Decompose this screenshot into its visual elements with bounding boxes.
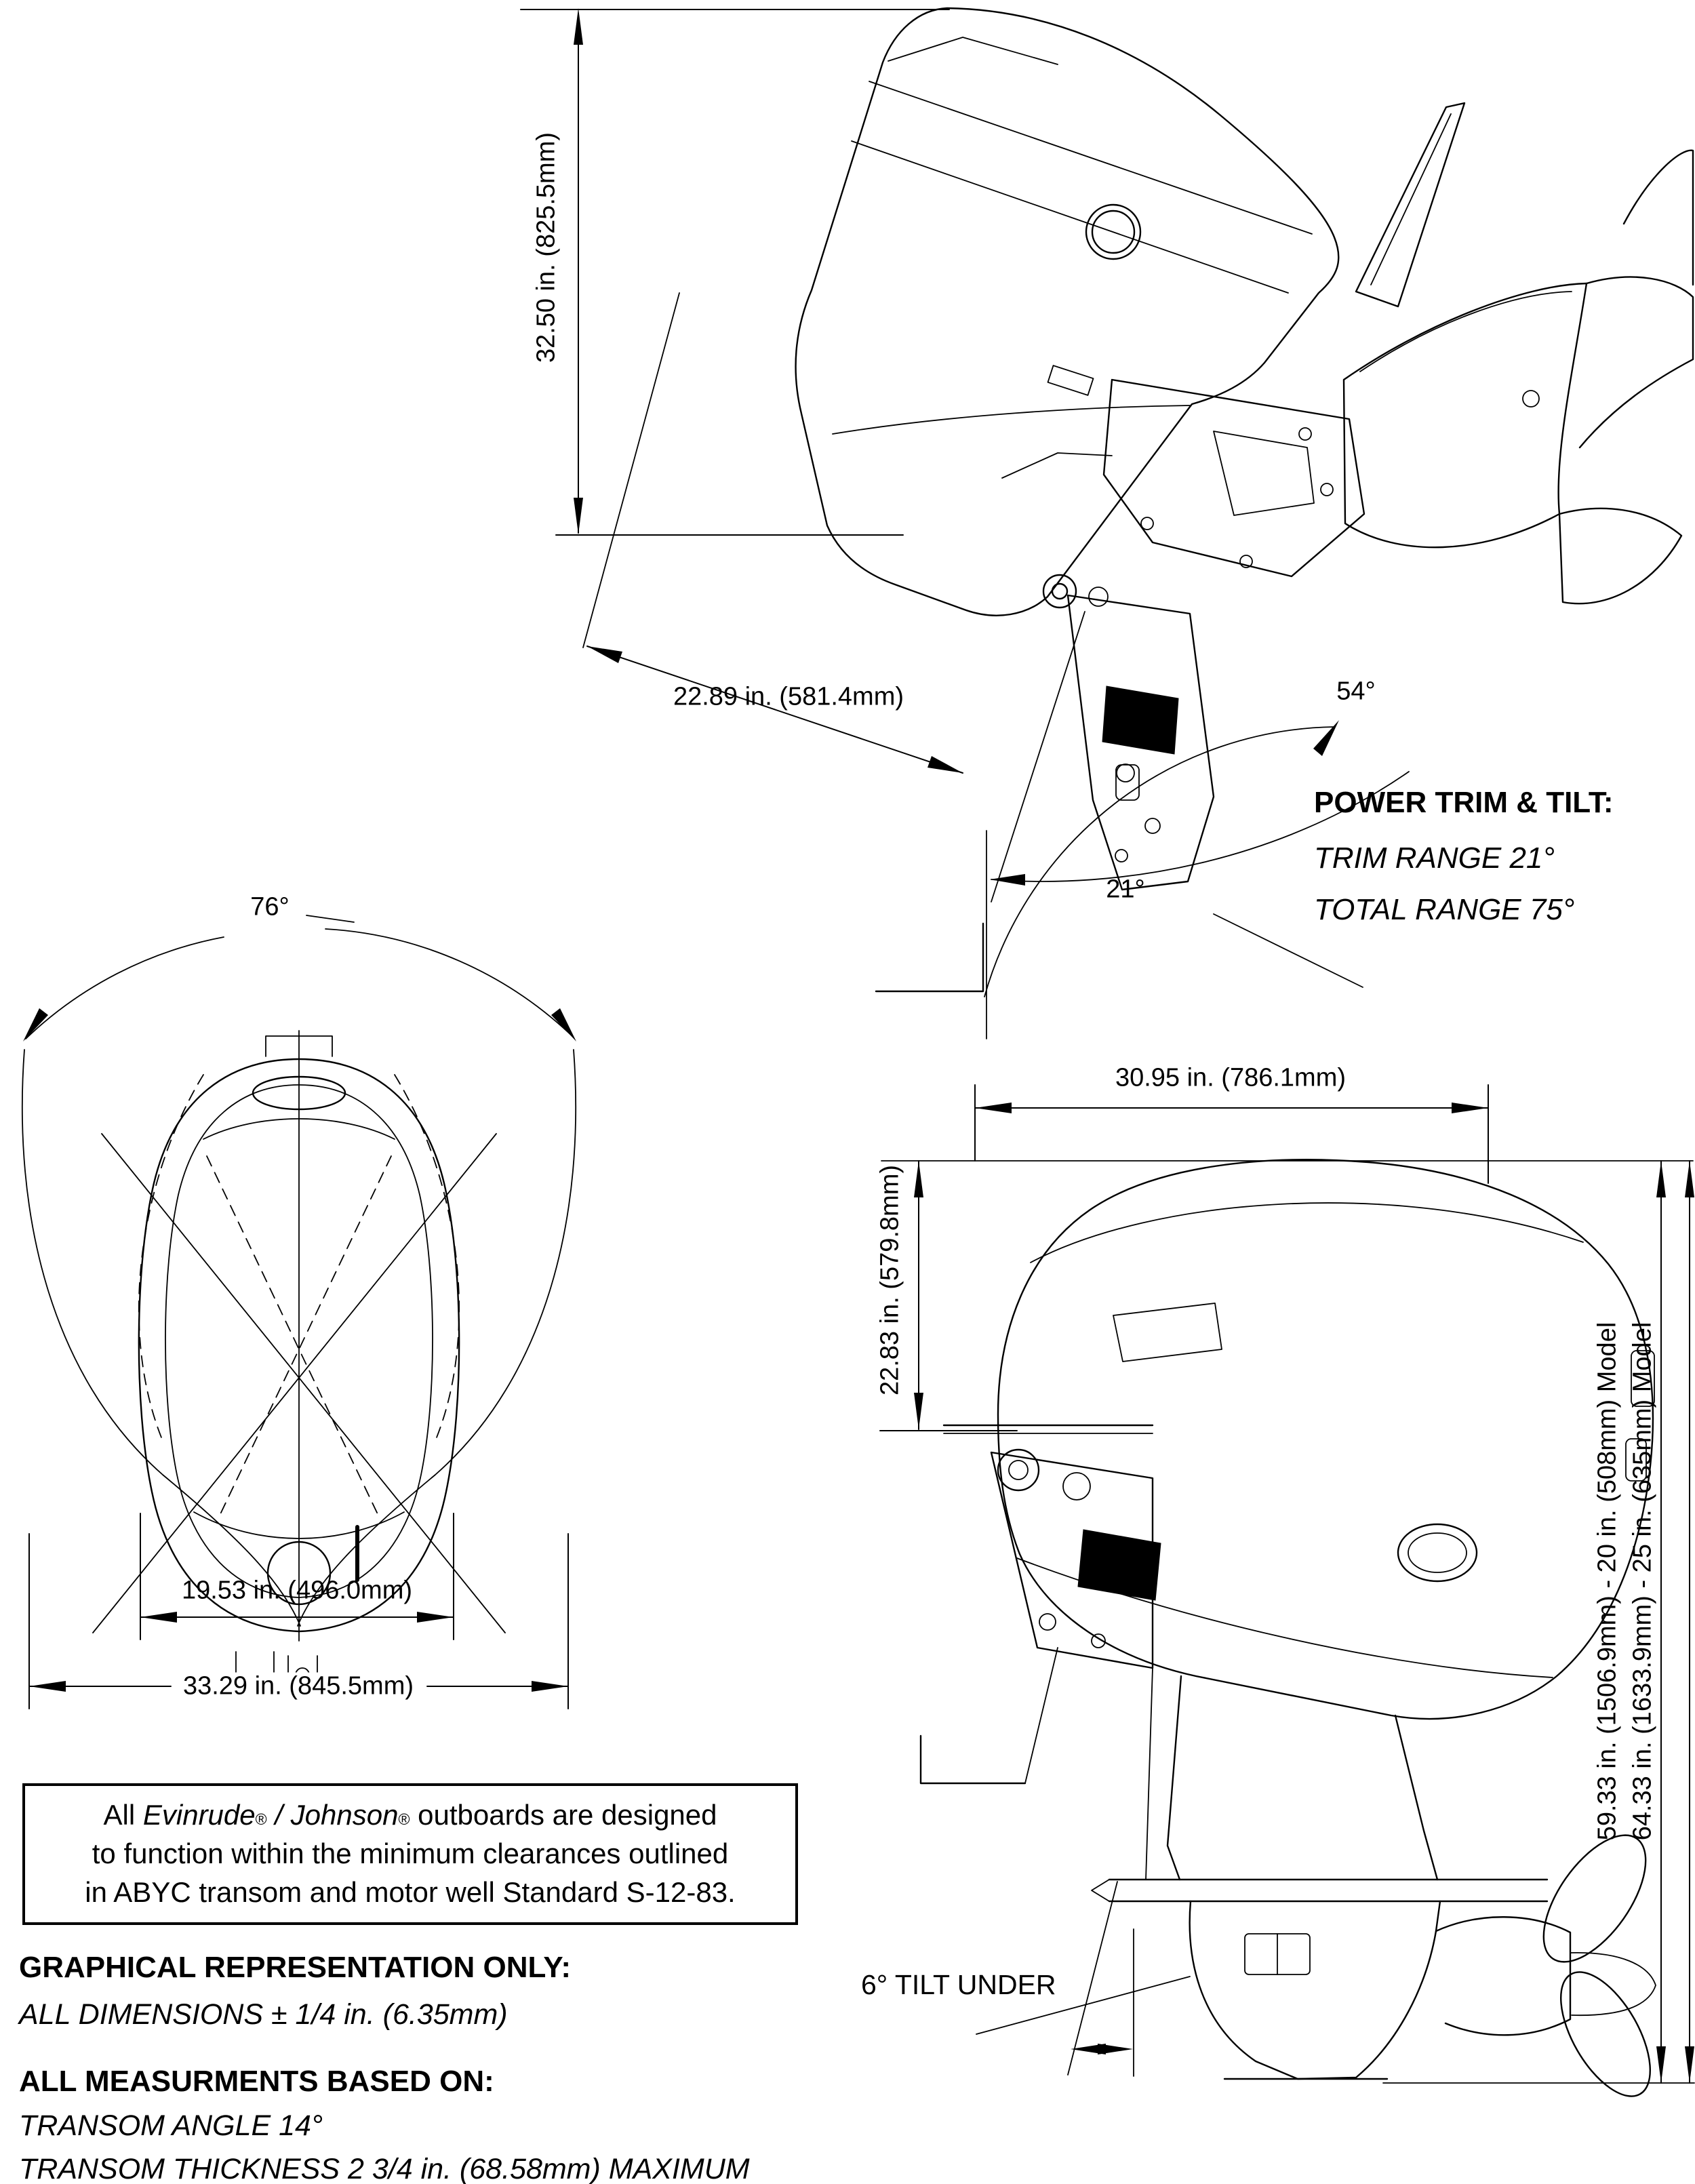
registered-mark-icon: ® bbox=[255, 1810, 267, 1828]
transom-angle-note: TRANSOM ANGLE 14° bbox=[19, 2109, 323, 2142]
dim-label-cowl-width: 19.53 in. (496.0mm) bbox=[181, 1576, 413, 1605]
transom-thickness-note: TRANSOM THICKNESS 2 3/4 in. (68.58mm) MAXIMUM bbox=[19, 2153, 750, 2184]
angle-label-tilt-54: 54° bbox=[1336, 677, 1376, 706]
dim-label-overall-length: 30.95 in. (786.1mm) bbox=[1115, 1063, 1347, 1092]
clearance-note-line3: in ABYC transom and motor well Standard S-12-83. bbox=[85, 1876, 736, 1909]
tilt-under-label: 6° TILT UNDER bbox=[861, 1969, 1056, 2000]
dimensions-tolerance-note: ALL DIMENSIONS ± 1/4 in. (6.35mm) bbox=[19, 1998, 508, 2031]
power-trim-tilt-total-range: TOTAL RANGE 75° bbox=[1314, 893, 1575, 926]
clearance-note-line1 bbox=[28, 1795, 793, 1834]
brand-evinrude: Evinrude bbox=[142, 1799, 256, 1831]
side-view-drawing bbox=[880, 1085, 1694, 2110]
dim-label-overall-height-25in-model: 64.33 in. (1633.9mm) - 25 in. (635mm) Model bbox=[1628, 1322, 1657, 1841]
clearance-prefix: All bbox=[103, 1799, 143, 1831]
graphical-representation-heading: GRAPHICAL REPRESENTATION ONLY: bbox=[19, 1951, 572, 1984]
angle-label-trim-21: 21° bbox=[1106, 875, 1145, 904]
dim-label-setback: 22.89 in. (581.4mm) bbox=[673, 682, 904, 711]
brand-johnson: Johnson bbox=[290, 1799, 399, 1831]
dim-label-overall-height-tilted: 32.50 in. (825.5mm) bbox=[532, 132, 561, 363]
dim-label-swing-width: 33.29 in. (845.5mm) bbox=[174, 1672, 423, 1700]
clearance-note-box bbox=[22, 1783, 798, 1925]
dim-label-overall-height-20in-model: 59.33 in. (1506.9mm) - 20 in. (508mm) Model bbox=[1593, 1322, 1622, 1841]
clearance-note-line2: to function within the minimum clearances outlined bbox=[92, 1838, 729, 1870]
measurements-based-on-heading: ALL MEASURMENTS BASED ON: bbox=[19, 2065, 494, 2098]
clearance-line1-rest: outboards are designed bbox=[410, 1799, 717, 1831]
dim-label-cowl-height: 22.83 in. (579.8mm) bbox=[875, 1164, 904, 1396]
brand-separator: / bbox=[266, 1799, 291, 1831]
power-trim-tilt-title: POWER TRIM & TILT: bbox=[1314, 786, 1614, 819]
angle-label-steering-76: 76° bbox=[250, 892, 290, 921]
registered-mark-icon: ® bbox=[398, 1810, 410, 1828]
power-trim-tilt-trim-range: TRIM RANGE 21° bbox=[1314, 841, 1555, 875]
